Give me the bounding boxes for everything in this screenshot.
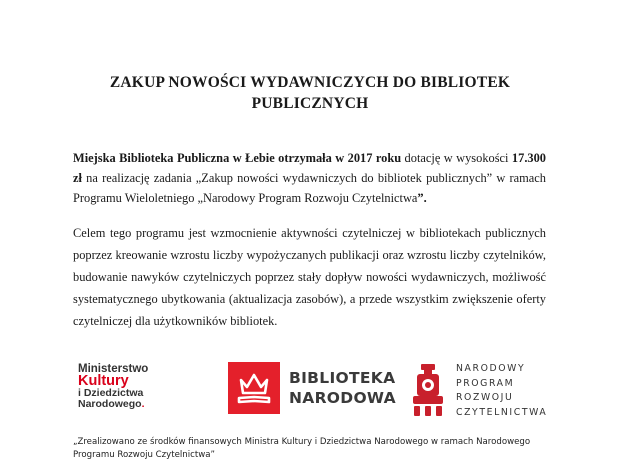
library-logo-line-1: BIBLIOTEKA [289,369,396,387]
document-title [60,72,560,114]
ministry-logo-dot: . [141,398,145,410]
program-logo-line-4: CZYTELNICTWA [456,406,548,418]
paragraph-text-a: dotację w wysokości [401,151,512,165]
grant-amount: 17.300 zł [73,151,546,185]
ministry-logo-line-4: Narodowego [78,398,142,410]
funding-paragraph [73,148,546,208]
title-line-1: ZAKUP NOWOŚCI WYDAWNICZYCH DO BIBLIOTEK [109,74,511,91]
library-logo-line-2: NARODOWA [289,389,396,407]
crown-book-icon [228,362,280,414]
ministry-logo-line-1: Ministerstwo [78,363,149,375]
ministry-logo-line-3: i Dziedzictwa [78,387,144,399]
ministry-logo-line-2: Kultury [78,373,129,389]
program-logo-line-3: ROZWOJU [456,392,514,403]
reading-program-logo [410,362,560,420]
paragraph-text-b: na realizację zadania „Zakup nowości wydawniczych do bibliotek publicznych” w ramach Programu Wieloletniego „Narodowy Program Rozwoju Czytelnictwa [73,171,546,205]
paragraph-lead-bold: Miejska Biblioteka Publiczna w Łebie otrzymała w 2017 roku [73,151,402,165]
locomotive-icon [410,362,446,418]
national-library-logo [228,362,400,414]
title-line-2: PUBLICZNYCH [251,95,369,112]
program-goal-paragraph: Celem tego programu jest wzmocnienie aktywności czytelniczej w bibliotekach publicznych poprzez kreowanie wzrostu liczby wypożyczanych publikacji oraz wzrostu liczby czytelników, budowanie nawyków czytelniczych poprzez stały dopływ nowości wydawniczych, możliwość systematycznego ubytkowania (aktualizacja zasobów), a przede wszystkim zwiększenie oferty czytelniczej dla użytkowników bibliotek. [73,226,546,328]
paragraph-end-bold: ”. [417,191,427,205]
ministry-logo [78,363,158,413]
program-logo-line-1: NARODOWY [456,363,526,374]
program-logo-line-2: PROGRAM [456,377,515,389]
funding-footnote: „Zrealizowano ze środków finansowych Ministra Kultury i Dziedzictwa Narodowego w ramach Narodowego Programu Rozwoju Czytelnictwa” [73,437,531,460]
